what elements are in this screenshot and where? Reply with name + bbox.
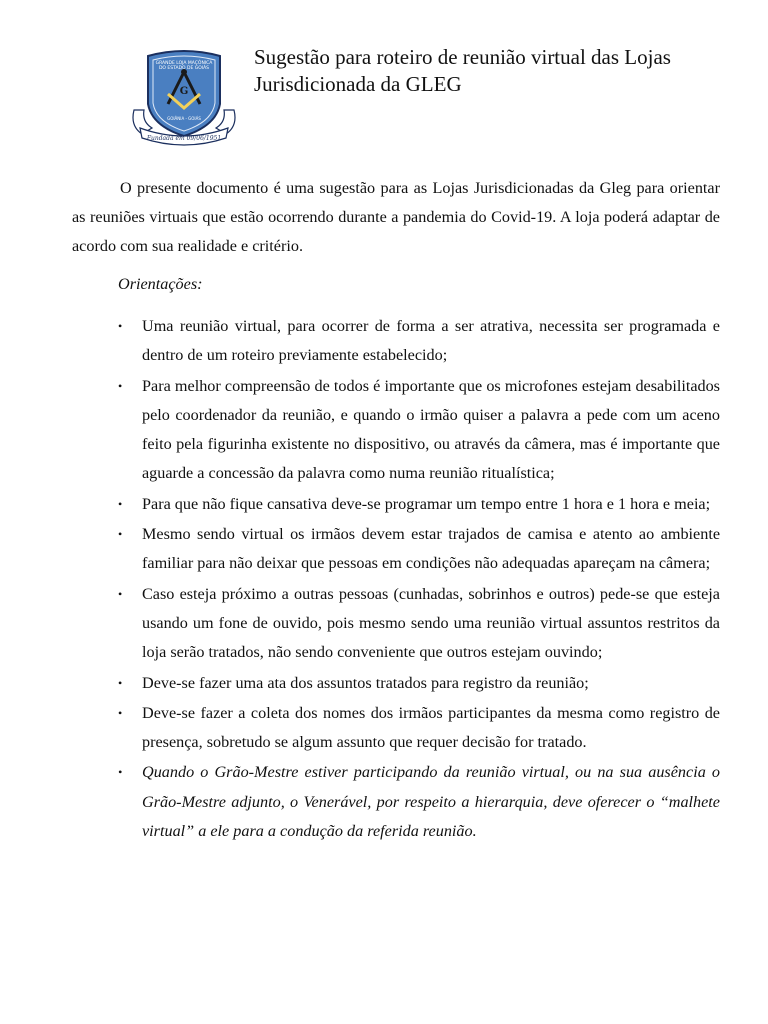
list-item: • Quando o Grão-Mestre estiver participando da reunião virtual, ou na sua ausência o Grão-Mestre adjunto, o Venerável, por respeito a hierarquia, deve oferecer o “malhete virtual” a ele para a condução da referida reunião. [72, 758, 720, 846]
svg-text:GRANDE LOJA MAÇÔNICA: GRANDE LOJA MAÇÔNICA [155, 61, 213, 66]
svg-text:DO ESTADO DE GOIÁS: DO ESTADO DE GOIÁS [158, 66, 210, 71]
bullet-icon: • [118, 675, 123, 690]
intro-paragraph: O presente documento é uma sugestão para as Lojas Jurisdicionadas da Gleg para orientar as reuniões virtuais que estão ocorrendo durante a pandemia do Covid-19. A loja poderá adaptar de acordo com sua realidade e critério. [72, 179, 720, 255]
bullet-icon: • [118, 705, 123, 720]
list-item: • Caso esteja próximo a outras pessoas (cunhadas, sobrinhos e outros) pede-se que esteja usando um fone de ouvido, pois mesmo sendo uma reunião virtual assuntos restritos da loja serão tratados, não sendo conveniente que outros estejam ouvindo; [72, 580, 720, 668]
list-item: • Mesmo sendo virtual os irmãos devem estar trajados de camisa e atento ao ambiente familiar para não deixar que pessoas em condições não adequadas apareçam na câmera; [72, 520, 720, 579]
bullet-icon: • [118, 586, 123, 601]
bullet-icon: • [118, 765, 123, 780]
list-item: • Para que não fique cansativa deve-se programar um tempo entre 1 hora e 1 hora e meia; [72, 490, 720, 519]
list-item: • Deve-se fazer a coleta dos nomes dos irmãos participantes da mesma como registro de presença, sobretudo se algum assunto que requer decisão for tratado. [72, 699, 720, 758]
bullet-icon: • [118, 496, 123, 511]
svg-text:G: G [179, 86, 189, 97]
bullet-icon: • [118, 527, 123, 542]
orientations-list [72, 312, 720, 847]
svg-text:Fundada em 09/06/1951: Fundada em 09/06/1951 [146, 135, 222, 142]
bullet-icon: • [118, 319, 123, 333]
gleg-seal-logo [128, 48, 240, 148]
list-item: • Deve-se fazer uma ata dos assuntos tratados para registro da reunião; [72, 669, 720, 698]
svg-text:GOIÂNIA - GOIÁS: GOIÂNIA - GOIÁS [167, 116, 201, 121]
list-item: • Uma reunião virtual, para ocorrer de forma a ser atrativa, necessita ser programada e dentro de um roteiro previamente estabelecido; [72, 312, 720, 371]
bullet-icon: • [118, 378, 123, 393]
list-item: • Para melhor compreensão de todos é importante que os microfones estejam desabilitados pelo coordenador da reunião, e quando o irmão quiser a palavra a pede com um aceno feito pela figurinha existente no dispositivo, ou através da câmera, mas é importante que aguarde a concessão da palavra como numa reunião ritualística; [72, 372, 720, 489]
document-title: Sugestão para roteiro de reunião virtual das Lojas Jurisdicionada da GLEG [254, 45, 671, 96]
orientations-heading: Orientações: [118, 275, 203, 293]
